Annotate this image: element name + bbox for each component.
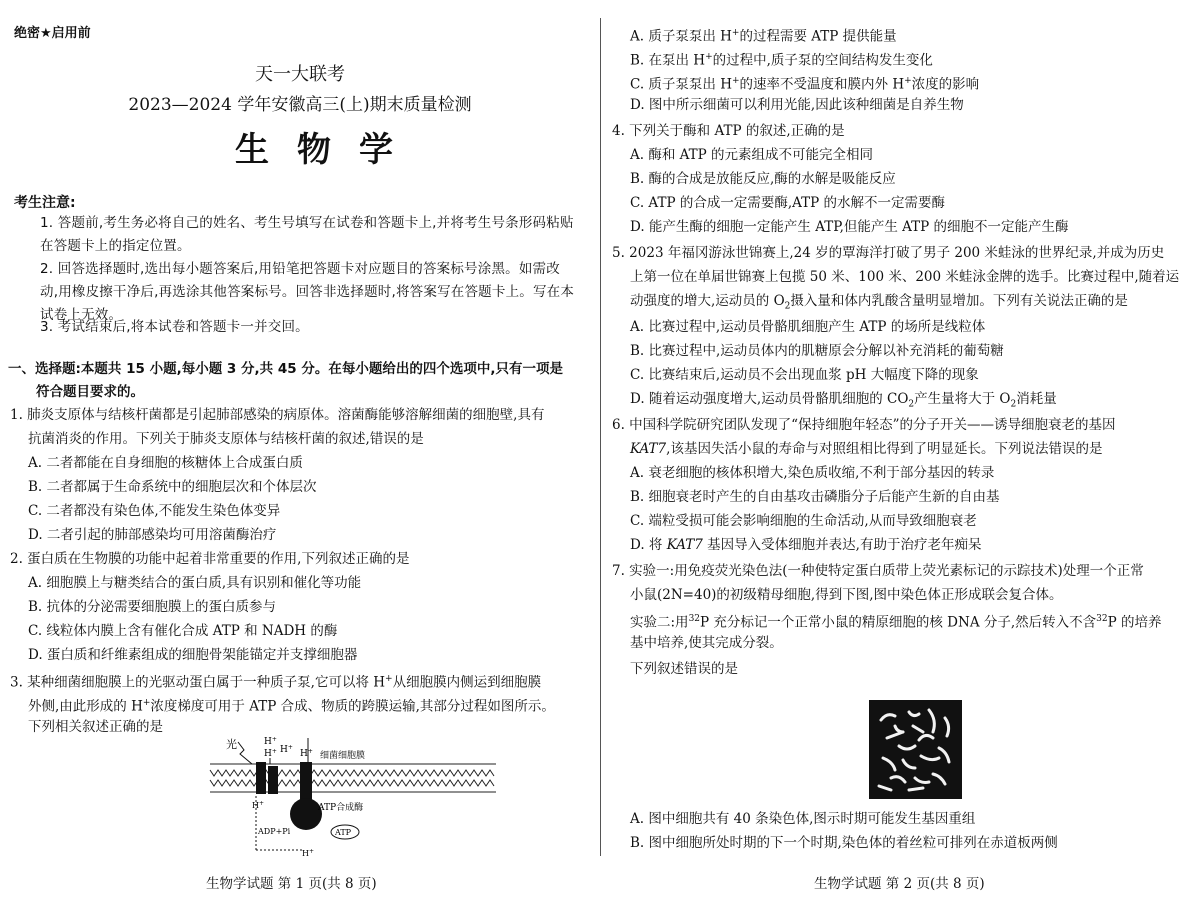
atp-synthase-label: ATP合成酶 (318, 803, 364, 813)
h-plus-label: H+ (264, 736, 277, 747)
subject-title: 生物学 (235, 130, 421, 170)
chromosome (909, 712, 919, 716)
chromosome (903, 760, 915, 768)
question-4-stem: 4. 下列关于酶和 ATP 的叙述,正确的是 (612, 123, 845, 139)
q3-option-b: B. 在泵出 H+的过程中,质子泵的空间结构发生变化 (630, 52, 933, 69)
atp-synthase-stalk (300, 762, 312, 802)
lipid-tails-lower (210, 780, 494, 786)
q6-option-b: B. 细胞衰老时产生的自由基攻击磷脂分子后能产生新的自由基 (630, 489, 1000, 505)
q1-option-d: D. 二者引起的肺部感染均可用溶菌酶治疗 (28, 527, 277, 543)
chromosome (895, 726, 903, 732)
membrane-label: 细菌细胞膜 (320, 751, 366, 761)
q4-option-c: C. ATP 的合成一定需要酶,ATP 的水解不一定需要酶 (630, 195, 946, 211)
notice-title: 考生注意: (14, 195, 76, 211)
chromosome (879, 786, 891, 790)
proton-pump-right (268, 766, 278, 794)
notice-item: 2. 回答选择题时,选出每小题答案后,用铅笔把答题卡对应题目的答案标号涂黑。如需改动,用橡皮擦干净后,再选涂其他答案标号。回答非选择题时,将答案写在答题卡上。写在本试卷上无效。 (40, 261, 575, 323)
question-6-stem: 6. 中国科学院研究团队发现了“保持细胞年轻态”的分子开关——诱导细胞衰老的基因 (612, 417, 1116, 433)
q7-option-a: A. 图中细胞共有 40 条染色体,图示时期可能发生基因重组 (630, 811, 976, 827)
question-6-stem-cont: KAT7,该基因失活小鼠的寿命与对照组相比得到了明显延长。下列说法错误的是 (630, 441, 1103, 457)
exam-organizer: 天一大联考 (255, 64, 345, 85)
page-footer: 生物学试题 第 1 页(共 8 页) (206, 876, 377, 892)
proton-pump-diagram (208, 732, 498, 860)
atp-label: ATP (335, 828, 352, 837)
question-5-stem: 5. 2023 年福冈游泳世锦赛上,24 岁的覃海洋打破了男子 200 米蛙泳的世界纪录,并成为历史 (612, 245, 1165, 261)
chromosome (939, 748, 949, 762)
chromosome (919, 735, 933, 740)
q3-option-a: A. 质子泵泵出 H+的过程需要 ATP 提供能量 (630, 28, 897, 45)
question-7-stem: 7. 实验一:用免疫荧光染色法(一种使特定蛋白质带上荧光素标记的示踪技术)处理一个正常 (612, 563, 1144, 579)
confidential-label: 绝密★启用前 (14, 26, 91, 41)
h-plus-label: H+ (264, 748, 277, 759)
q4-option-d: D. 能产生酶的细胞一定能产生 ATP,但能产生 ATP 的细胞不一定能产生酶 (630, 219, 1069, 235)
question-2-stem: 2. 蛋白质在生物膜的功能中起着非常重要的作用,下列叙述正确的是 (10, 551, 410, 567)
membrane-bilayer (210, 764, 496, 792)
question-5-stem-cont: 上第一位在单届世锦赛上包揽 50 米、100 米、200 米蛙泳金牌的选手。比赛过程中,随着运 (630, 269, 1180, 285)
question-1-stem-cont: 抗菌消炎的作用。下列关于肺炎支原体与结核杆菌的叙述,错误的是 (28, 431, 424, 447)
h-plus-inner-label: H+ (252, 800, 265, 810)
light-arrow (238, 742, 252, 764)
question-1-stem: 1. 肺炎支原体与结核杆菌都是引起肺部感染的病原体。溶菌酶能够溶解细菌的细胞壁,具有 (10, 407, 545, 423)
q3-option-c: C. 质子泵泵出 H+的速率不受温度和膜内外 H+浓度的影响 (630, 76, 980, 93)
question-3-stem: 3. 某种细菌细胞膜上的光驱动蛋白属于一种质子泵,它可以将 H+从细胞膜内侧运到细胞膜 (10, 674, 542, 691)
notice-item: 1. 答题前,考生务必将自己的姓名、考生号填写在试卷和答题卡上,并将考生号条形码粘贴在答题卡上的指定位置。 (40, 215, 574, 254)
q4-option-a: A. 酶和 ATP 的元素组成不可能完全相同 (630, 147, 874, 163)
q1-option-b: B. 二者都属于生命系统中的细胞层次和个体层次 (28, 479, 317, 495)
chromosome (913, 726, 923, 732)
question-7-exp2: 实验二:用$^{32}$P 充分标记一个正常小鼠的精原细胞的核 DNA 分子,然后转入不含$^{32}$P 的培养 (630, 614, 1162, 631)
section-heading: 一、选择题:本题共 15 小题,每小题 3 分,共 45 分。在每小题给出的四个选项中,只有一项是 (8, 361, 563, 377)
exam-title: 2023—2024 学年安徽高三(上)期末质量检测 (128, 95, 472, 115)
proton-pump-left (256, 762, 266, 794)
q2-option-d: D. 蛋白质和纤维素组成的细胞骨架能锚定并支撑细胞器 (28, 647, 358, 663)
chromosome (945, 718, 949, 736)
q5-option-c: C. 比赛结束后,运动员不会出现血浆 pH 大幅度下降的现象 (630, 367, 979, 383)
q4-option-b: B. 酶的合成是放能反应,酶的水解是吸能反应 (630, 171, 896, 187)
chromosome (881, 715, 895, 720)
q5-option-b: B. 比赛过程中,运动员体内的肌糖原会分解以补充消耗的葡萄糖 (630, 343, 1004, 359)
question-7-exp2-cont: 基中培养,使其完成分裂。 (630, 635, 783, 651)
question-5-stem-cont2: 动强度的增大,运动员的 $O_2$摄入量和体内乳酸含量明显增加。下列有关说法正确的是 (630, 293, 1128, 312)
section-heading-cont: 符合题目要求的。 (36, 384, 144, 400)
q5-option-a: A. 比赛过程中,运动员骨骼肌细胞产生 ATP 的场所是线粒体 (630, 319, 986, 335)
q1-option-c: C. 二者都没有染色体,不能发生染色体变异 (28, 503, 281, 519)
question-7-stem-cont: 小鼠(2N=40)的初级精母细胞,得到下图,图中染色体正形成联会复合体。 (630, 587, 1063, 603)
chromosome (933, 774, 945, 784)
chromosome (883, 758, 895, 770)
q5-option-d: D. 随着运动强度增大,运动员骨骼肌细胞的 $CO_2$产生量将大于 $O_2$消耗量 (630, 391, 1057, 410)
chromosome (909, 788, 923, 790)
question-7-ask: 下列叙述错误的是 (630, 661, 738, 677)
chromosome (899, 746, 915, 749)
chromosome-image (869, 700, 962, 799)
adp-pi-label: ADP+Pi (258, 827, 291, 836)
page-footer: 生物学试题 第 2 页(共 8 页) (814, 876, 985, 892)
q2-option-c: C. 线粒体内膜上含有催化合成 ATP 和 NADH 的酶 (28, 623, 338, 639)
light-label: 光 (226, 738, 237, 751)
chromosome (915, 778, 929, 783)
q6-option-a: A. 衰老细胞的核体积增大,染色质收缩,不利于部分基因的转录 (630, 465, 995, 481)
chromosome (891, 777, 905, 782)
page-divider (600, 18, 601, 856)
lipid-tails-upper (210, 770, 494, 776)
question-3-ask: 下列相关叙述正确的是 (28, 719, 163, 735)
q6-option-d: D. 将 KAT7 基因导入受体细胞并表达,有助于治疗老年痴呆 (630, 537, 982, 553)
h-plus-label: H+ (300, 748, 313, 759)
q1-option-a: A. 二者都能在自身细胞的核糖体上合成蛋白质 (28, 455, 303, 471)
q7-option-b: B. 图中细胞所处时期的下一个时期,染色体的着丝粒可排列在赤道板两侧 (630, 835, 1058, 851)
notice-item: 3. 考试结束后,将本试卷和答题卡一并交回。 (40, 319, 309, 335)
q2-option-b: B. 抗体的分泌需要细胞膜上的蛋白质参与 (28, 599, 277, 615)
q3-option-d: D. 图中所示细菌可以利用光能,因此该种细菌是自养生物 (630, 97, 964, 113)
chromosome (921, 756, 939, 760)
chromosome (929, 710, 934, 732)
q2-option-a: A. 细胞膜上与糖类结合的蛋白质,具有识别和催化等功能 (28, 575, 362, 591)
chromosome-micrograph (869, 700, 962, 799)
question-3-stem-cont: 外侧,由此形成的 H+浓度梯度可用于 ATP 合成、物质的跨膜运输,其部分过程如图所示。 (28, 698, 555, 715)
h-plus-label: H+ (280, 744, 293, 755)
left-page (0, 0, 600, 900)
h-plus-bottom-label: H+ (302, 848, 315, 858)
q6-option-c: C. 端粒受损可能会影响细胞的生命活动,从而导致细胞衰老 (630, 513, 977, 529)
